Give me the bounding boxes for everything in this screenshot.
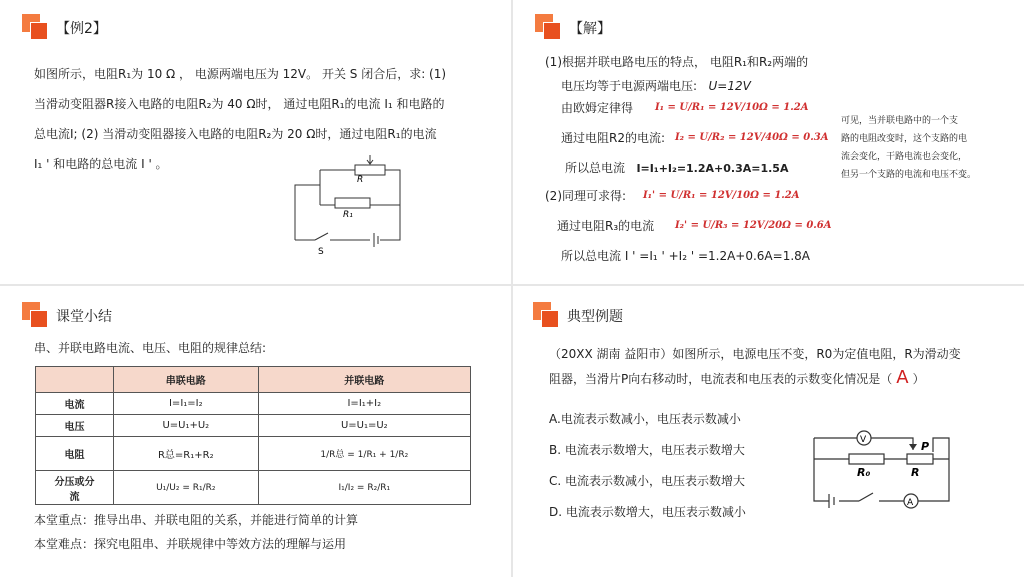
ammeter-icon: A [907,498,914,508]
panel-title: 【例2】 [56,21,107,37]
label-p: P [921,440,930,453]
logo-icon [22,14,48,40]
panel-title: 典型例题 [567,309,623,325]
option-b: B. 电流表示数增大，电压表示数增大 [549,443,745,457]
sol-line: 由欧姆定律得 [561,101,634,115]
rules-table [35,366,471,505]
table-header: 串联电路 并联电路 [36,367,471,393]
label-r1: R₁ [343,210,353,220]
table-row: 电压 U=U₁+U₂ U=U₁=U₂ [36,415,471,437]
label-r: R [911,466,920,479]
panel-title: 【解】 [569,21,611,37]
sol-line: 通过电阻R₃的电流 [557,219,655,233]
circuit-diagram [809,426,957,514]
circuit-diagram [290,150,410,260]
label-s: S [318,247,324,257]
option-a: A.电流表示数减小，电压表示数减小 [549,412,741,426]
problem-line: I₁ ' 和电路的总电流 I ' 。 [34,157,168,171]
table-row: 分压或分流 U₁/U₂ = R₁/R₂ I₁/I₂ = R₂/R₁ [36,471,471,505]
logo-icon [22,302,48,328]
sol-line: (1)根据并联电路电压的特点， 电阻R₁和R₂两端的 [545,55,809,69]
table-row: 电阻 R总=R₁+R₂ 1/R总 = 1/R₁ + 1/R₂ [36,437,471,471]
difficult-point: 本堂难点：探究电阻串、并联规律中等效方法的理解与运用 [34,537,347,551]
problem-line: 当滑动变阻器R接入电路的电阻R₂为 40 Ω时， 通过电阻R₁的电流 I₁ 和电路的 [34,97,445,111]
table-row: 电流 I=I₁=I₂ I=I₁+I₂ [36,393,471,415]
option-d: D. 电流表示数增大，电压表示数减小 [549,505,746,519]
formula: I₂ = U/R₂ = 12V/40Ω = 0.3A [675,132,829,143]
formula: I₂' = U/R₃ = 12V/20Ω = 0.6A [675,220,832,231]
problem-line: 如图所示，电阻R₁为 10 Ω ， 电源两端电压为 12V。 开关 S 闭合后，求: (1) [34,67,447,81]
example-question-panel [513,286,1024,577]
panel-title: 课堂小结 [56,309,112,325]
label-r0: R₀ [857,466,871,479]
problem-line: 总电流I; (2) 当滑动变阻器接入电路的电阻R₂为 20 Ω时，通过电阻R₁的电流 [34,127,437,141]
formula: I₁ = U/R₁ = 12V/10Ω = 1.2A [655,102,809,113]
sol-line: 所以总电流 I=I₁+I₂=1.2A+0.3A=1.5A [565,161,789,175]
question-line: （20XX 湖南 益阳市）如图所示，电源电压不变，R0为定值电阻，R为滑动变 [549,347,961,361]
answer-mark: A [896,367,909,388]
sol-line: 通过电阻R2的电流: [561,131,666,145]
sol-line: 所以总电流 I ' =I₁ ' +I₂ ' =1.2A+0.6A=1.8A [561,249,810,263]
label-r: R [357,175,364,185]
voltmeter-icon: V [860,435,867,445]
sol-line: 电压均等于电源两端电压: U=12V [561,79,751,93]
formula: I₁' = U/R₁ = 12V/10Ω = 1.2A [643,190,800,201]
summary-intro: 串、并联电路电流、电压、电阻的规律总结: [34,341,267,355]
summary-panel [0,286,511,577]
key-point: 本堂重点：推导出串、并联电阻的关系，并能进行简单的计算 [34,513,359,527]
option-c: C. 电流表示数减小，电压表示数增大 [549,474,746,488]
question-line: 阻器，当滑片P向右移动时，电流表和电压表的示数变化情况是（ A ） [549,367,925,388]
logo-icon [533,302,559,328]
note: 可见，当并联电路中的一个支 路的电阻改变时，这个支路的电 流会变化，干路电流也会变化， 但另一个支路的电流和电压不变。 [841,116,977,180]
logo-icon [535,14,561,40]
example-panel [0,0,511,284]
solution-panel [513,0,1024,284]
sol-line: (2)同理可求得: [545,189,627,203]
